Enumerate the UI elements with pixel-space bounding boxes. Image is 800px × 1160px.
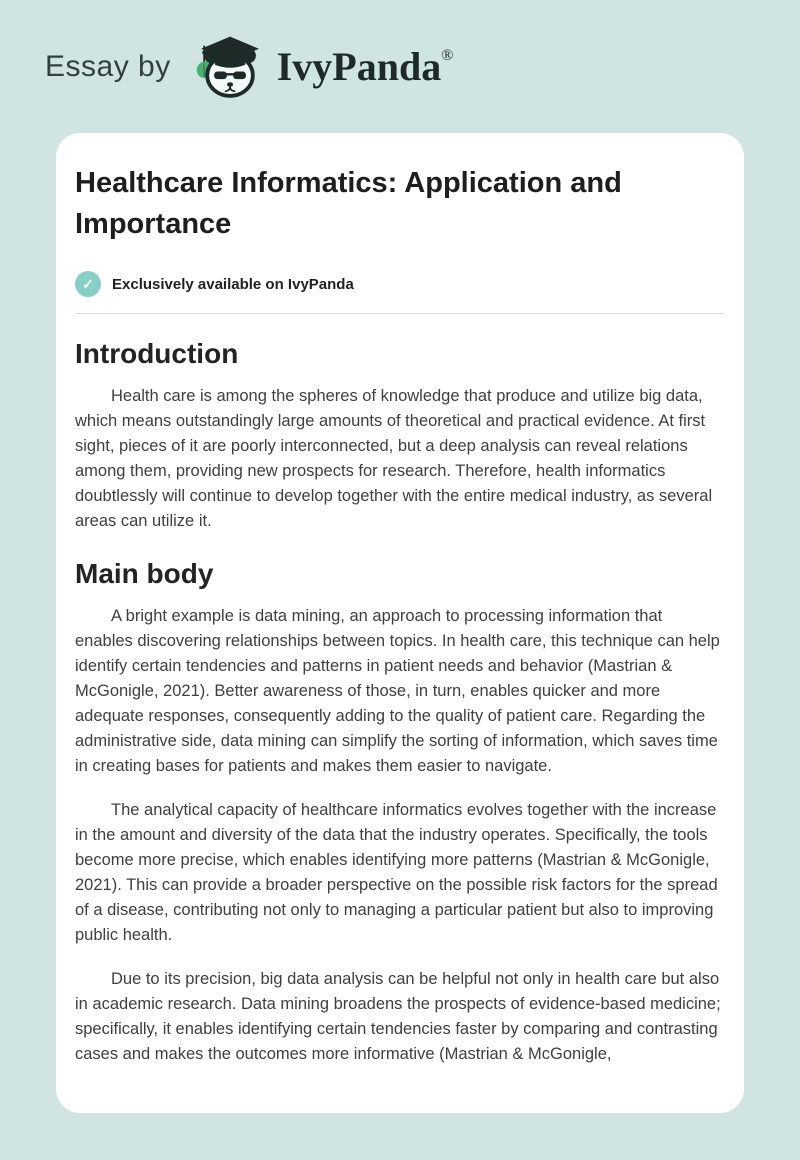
essay-by-label: Essay by (45, 49, 171, 83)
section-heading-main-body: Main body (75, 558, 214, 589)
section-heading-introduction: Introduction (75, 338, 239, 369)
essay-card (56, 133, 744, 1113)
main-body-paragraph-2: The analytical capacity of healthcare informatics evolves together with the increase in the amount and diversity of the data that the industry operates. Specifically, the tools become more precise, which enables identifying more patterns (Mastrian & McGonigle, 2021). This can provide a broader perspective on the possible risk factors for the spread of a disease, contributing not only to managing a particular patient but also to improving public health. (75, 801, 718, 944)
check-icon: ✓ (75, 271, 101, 297)
registered-mark: ® (441, 46, 454, 64)
brand-text: IvyPanda (276, 43, 442, 89)
brand-name (276, 43, 454, 89)
main-body-paragraph-1: A bright example is data mining, an approach to processing information that enables discovering relationships between topics. In health care, this technique can help identify certain tendencies and patterns in patient needs and behavior (Mastrian & McGonigle, 2021). Better awareness of those, in turn, enables quicker and more adequate responses, consequently adding to the quality of patient care. Regarding the administrative side, data mining can simplify the sorting of information, which saves time in creating bases for patients and makes them easier to navigate. (75, 607, 720, 775)
site-header (0, 0, 800, 133)
ivypanda-logo-icon (189, 29, 265, 105)
exclusive-note: Exclusively available on IvyPanda (112, 275, 354, 293)
page-title: Healthcare Informatics: Application and Importance (75, 167, 622, 240)
title-divider (75, 313, 724, 314)
main-body-paragraph-3: Due to its precision, big data analysis can be helpful not only in health care but also in academic research. Data mining broadens the prospects of evidence-based medicine; specifically, it enables identifying certain tendencies faster by comparing and contrasting cases and makes the outcomes more informative (Mastrian & McGonigle, (75, 970, 721, 1063)
intro-paragraph: Health care is among the spheres of knowledge that produce and utilize big data, which means outstandingly large amounts of theoretical and practical evidence. At first sight, pieces of it are poorly interconnected, but a deep analysis can reveal relations among them, providing new prospects for research. Therefore, health informatics doubtlessly will continue to develop together with the entire medical industry, as several areas can utilize it. (75, 387, 713, 530)
exclusive-availability-row (75, 271, 724, 297)
